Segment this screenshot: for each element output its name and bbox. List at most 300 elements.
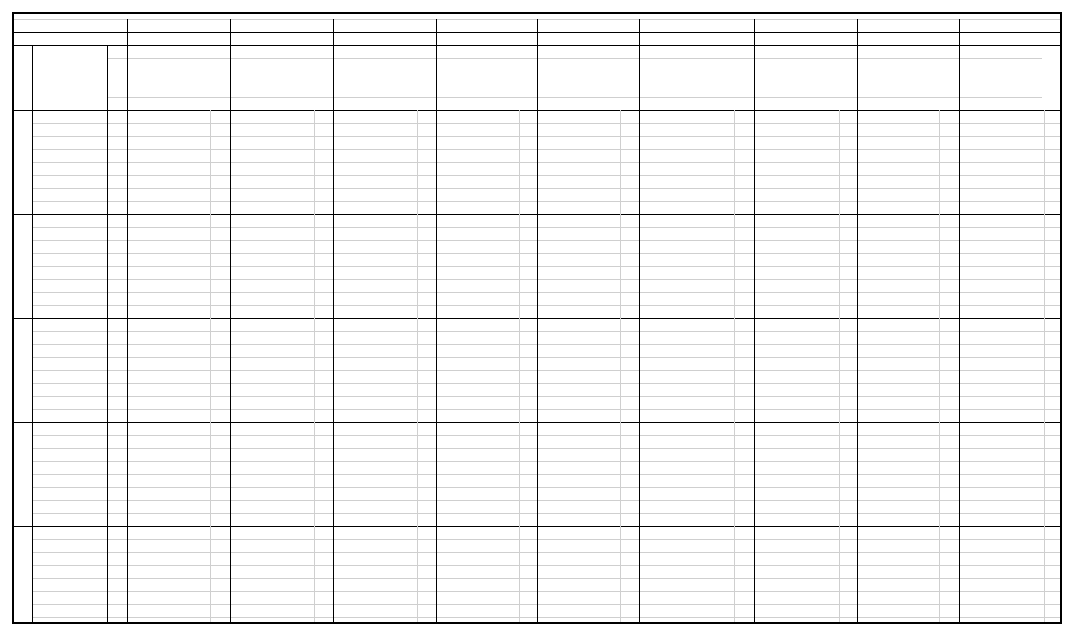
lesson-cell [857, 227, 959, 240]
lesson-cell [857, 578, 959, 591]
grid-line [333, 19, 334, 624]
lesson-cell [537, 149, 639, 162]
role-label [537, 71, 639, 84]
class-number [333, 45, 436, 58]
role-label [639, 71, 754, 84]
lesson-cell [857, 162, 959, 175]
lesson-cell [959, 617, 1062, 624]
lesson-cell [537, 240, 639, 253]
lesson-cell [754, 435, 857, 448]
lesson-cell [230, 331, 333, 344]
lesson-cell [127, 357, 230, 370]
lesson-cell [230, 357, 333, 370]
day-label [14, 214, 32, 318]
lesson-time [32, 370, 107, 383]
lesson-cell [857, 552, 959, 565]
lesson-cell [857, 240, 959, 253]
lesson-cell [537, 279, 639, 292]
lesson-cell [127, 110, 230, 123]
grid-line [14, 19, 1062, 20]
lesson-cell [857, 292, 959, 305]
lesson-cell [333, 370, 436, 383]
lesson-cell [857, 461, 959, 474]
lesson-cell [754, 162, 857, 175]
lesson-cell [857, 487, 959, 500]
lesson-cell [857, 110, 959, 123]
grid-line [107, 58, 1042, 59]
lesson-cell [127, 474, 230, 487]
table-title [230, 32, 730, 45]
lesson-cell [333, 565, 436, 578]
grid-line [1044, 110, 1045, 624]
lesson-cell [436, 227, 537, 240]
lesson-time [32, 513, 107, 526]
lesson-cell [230, 149, 333, 162]
teacher-name [127, 97, 230, 110]
lesson-cell [333, 266, 436, 279]
lesson-cell [959, 357, 1062, 370]
lesson-time [32, 500, 107, 513]
day-label [14, 526, 32, 624]
lesson-cell [959, 409, 1062, 422]
lesson-cell [127, 448, 230, 461]
lesson-cell [537, 526, 639, 539]
lesson-cell [436, 266, 537, 279]
lesson-cell [537, 461, 639, 474]
lesson-cell [959, 383, 1062, 396]
teacher-name [436, 97, 537, 110]
lesson-cell [639, 370, 857, 383]
lesson-cell [230, 500, 333, 513]
lesson-time [32, 240, 107, 253]
lesson-cell [230, 487, 333, 500]
grid-line [127, 19, 128, 624]
lesson-cell [754, 305, 857, 318]
lesson-time [32, 201, 107, 214]
lesson-cell [959, 292, 1062, 305]
lesson-cell [639, 357, 857, 370]
lesson-cell [436, 604, 537, 617]
lesson-cell [537, 357, 639, 370]
lesson-cell [857, 279, 959, 292]
lesson-cell [333, 279, 436, 292]
lesson-cell [639, 487, 857, 500]
lesson-cell [537, 591, 639, 604]
lesson-cell [436, 565, 537, 578]
lesson-cell [436, 487, 537, 500]
lesson-cell [127, 123, 230, 136]
lesson-cell [333, 591, 436, 604]
lesson-cell [959, 110, 1062, 123]
lesson-time [32, 383, 107, 396]
class-number [436, 45, 537, 58]
role-label [754, 71, 857, 84]
lesson-cell [127, 201, 230, 214]
lesson-cell [537, 175, 639, 188]
lesson-cell [639, 500, 857, 513]
lesson-cell [959, 162, 1062, 175]
lesson-cell [959, 227, 1062, 240]
lesson-cell [857, 383, 959, 396]
lesson-cell [127, 617, 230, 624]
grid-line [620, 110, 621, 624]
lesson-cell [127, 227, 230, 240]
lesson-cell [127, 370, 230, 383]
lesson-cell [857, 539, 959, 552]
lesson-cell [127, 435, 230, 448]
lesson-cell [436, 474, 537, 487]
lesson-cell [127, 279, 230, 292]
lesson-cell [857, 409, 959, 422]
lesson-cell [754, 513, 857, 526]
class-number [857, 45, 959, 58]
lesson-cell [959, 500, 1062, 513]
lesson-cell [230, 565, 333, 578]
lesson-time [32, 617, 107, 624]
lesson-cell [754, 526, 857, 539]
lesson-cell [333, 513, 436, 526]
lesson-cell [959, 253, 1062, 266]
lesson-cell [754, 565, 857, 578]
lesson-cell [857, 175, 959, 188]
lesson-cell [857, 331, 959, 344]
lesson-cell [639, 344, 857, 357]
lesson-cell [639, 331, 857, 344]
lesson-cell [857, 422, 959, 435]
lesson-cell [537, 227, 639, 240]
lesson-cell [639, 214, 754, 227]
lesson-time [32, 344, 107, 357]
lesson-cell [959, 565, 1062, 578]
lesson-cell [230, 136, 333, 149]
class-number [959, 45, 1062, 58]
lesson-cell [333, 500, 436, 513]
lesson-cell [436, 292, 537, 305]
lesson-cell [639, 409, 754, 422]
role-label [959, 71, 1062, 84]
lesson-cell [436, 617, 537, 624]
lesson-cell [333, 253, 436, 266]
lesson-cell [127, 526, 230, 539]
lesson-time [32, 266, 107, 279]
lesson-time [32, 487, 107, 500]
lesson-cell [333, 552, 436, 565]
teacher-name [537, 97, 639, 110]
lesson-cell [537, 344, 639, 357]
lesson-cell [230, 604, 333, 617]
lesson-cell [436, 344, 537, 357]
lesson-cell [436, 539, 537, 552]
lesson-cell [857, 253, 959, 266]
lesson-cell [333, 214, 436, 227]
lesson-cell [230, 110, 333, 123]
lesson-time [32, 461, 107, 474]
lesson-cell [127, 604, 230, 617]
lesson-cell [230, 539, 333, 552]
lesson-cell [537, 266, 639, 279]
lesson-cell [959, 422, 1062, 435]
lesson-cell [639, 136, 857, 149]
lesson-cell [639, 578, 857, 591]
lesson-cell [127, 461, 230, 474]
lesson-cell [127, 175, 230, 188]
lesson-time [32, 448, 107, 461]
lesson-cell [537, 487, 639, 500]
lesson-time [32, 565, 107, 578]
lesson-cell [230, 383, 333, 396]
lesson-cell [639, 318, 754, 331]
lesson-cell [436, 214, 537, 227]
lesson-cell [857, 188, 959, 201]
lesson-cell [537, 253, 639, 266]
lesson-cell [127, 331, 230, 344]
lesson-cell [436, 591, 537, 604]
lesson-time [32, 526, 107, 539]
lesson-cell [639, 396, 857, 409]
class-number [754, 45, 857, 58]
lesson-cell [230, 318, 333, 331]
lesson-cell [127, 500, 230, 513]
lesson-cell [127, 305, 230, 318]
lesson-cell [127, 591, 230, 604]
lesson-cell [959, 461, 1062, 474]
lesson-cell [436, 383, 537, 396]
lesson-cell [436, 331, 537, 344]
class-number [127, 45, 230, 58]
lesson-cell [754, 422, 857, 435]
lesson-cell [436, 110, 537, 123]
lesson-cell [537, 396, 639, 409]
lesson-cell [639, 292, 857, 305]
lesson-cell [230, 396, 333, 409]
lesson-cell [857, 201, 959, 214]
lesson-cell [436, 461, 537, 474]
lesson-cell [754, 409, 857, 422]
lesson-cell [857, 344, 959, 357]
lesson-cell [333, 357, 436, 370]
lesson-cell [230, 513, 333, 526]
lesson-cell [959, 578, 1062, 591]
lesson-cell [857, 214, 959, 227]
lesson-cell [127, 344, 230, 357]
lesson-cell [333, 292, 436, 305]
grid-line [857, 19, 858, 624]
lesson-cell [537, 513, 639, 526]
lesson-time [32, 292, 107, 305]
lesson-time [32, 227, 107, 240]
lesson-cell [959, 552, 1062, 565]
lesson-cell [230, 162, 333, 175]
lesson-cell [857, 448, 959, 461]
lesson-time [32, 578, 107, 591]
lesson-cell [127, 539, 230, 552]
lesson-cell [436, 136, 537, 149]
lesson-cell [333, 474, 436, 487]
lesson-cell [537, 578, 639, 591]
timetable-sheet [12, 12, 1062, 624]
lesson-cell [436, 149, 537, 162]
lesson-cell [230, 526, 333, 539]
class-number [639, 45, 754, 58]
grid-line [537, 19, 538, 624]
lesson-cell [959, 396, 1062, 409]
lesson-cell [537, 162, 639, 175]
lesson-cell [127, 162, 230, 175]
lesson-cell [754, 149, 857, 162]
lesson-cell [230, 175, 333, 188]
duration-header [32, 51, 107, 81]
lesson-cell [333, 578, 436, 591]
lesson-cell [537, 123, 639, 136]
lesson-cell [436, 305, 537, 318]
grid-line [436, 19, 437, 624]
lesson-cell [639, 435, 754, 448]
lesson-cell [333, 487, 436, 500]
lesson-cell [959, 188, 1062, 201]
lesson-cell [333, 305, 436, 318]
lesson-cell [754, 214, 857, 227]
lesson-cell [857, 266, 959, 279]
lesson-cell [537, 331, 639, 344]
lesson-cell [959, 448, 1062, 461]
lesson-cell [333, 136, 436, 149]
lesson-cell [959, 539, 1062, 552]
lesson-time [32, 162, 107, 175]
lesson-cell [230, 448, 333, 461]
lesson-cell [333, 110, 436, 123]
lesson-cell [230, 279, 333, 292]
lesson-cell [436, 396, 537, 409]
lesson-cell [959, 591, 1062, 604]
lesson-cell [436, 578, 537, 591]
lesson-cell [754, 253, 857, 266]
lesson-time [32, 474, 107, 487]
lesson-cell [754, 318, 857, 331]
lesson-cell [754, 188, 857, 201]
lesson-cell [333, 240, 436, 253]
lesson-cell [333, 526, 436, 539]
lesson-cell [230, 305, 333, 318]
class-number [230, 45, 333, 58]
lesson-cell [857, 513, 959, 526]
lesson-cell [639, 188, 754, 201]
lesson-cell [230, 253, 333, 266]
lesson-cell [959, 123, 1062, 136]
lesson-cell [639, 552, 754, 565]
lesson-cell [537, 292, 639, 305]
lesson-cell [537, 500, 639, 513]
lesson-cell [127, 318, 230, 331]
lesson-cell [127, 578, 230, 591]
lesson-cell [639, 279, 754, 292]
lesson-cell [959, 487, 1062, 500]
lesson-cell [857, 357, 959, 370]
lesson-cell [436, 318, 537, 331]
lesson-time [32, 331, 107, 344]
lesson-cell [127, 136, 230, 149]
lesson-cell [754, 552, 857, 565]
lesson-cell [127, 292, 230, 305]
role-label [230, 71, 333, 84]
lesson-cell [436, 422, 537, 435]
lesson-cell [959, 318, 1062, 331]
lesson-cell [230, 370, 333, 383]
lesson-cell [436, 513, 537, 526]
lesson-cell [754, 279, 857, 292]
lesson-cell [959, 266, 1062, 279]
lesson-cell [333, 604, 436, 617]
lesson-cell [959, 149, 1062, 162]
teacher-name [639, 97, 754, 110]
lesson-cell [959, 526, 1062, 539]
teacher-name [754, 97, 857, 110]
lesson-cell [230, 227, 333, 240]
lesson-cell [754, 461, 857, 474]
lesson-cell [230, 266, 333, 279]
lesson-cell [333, 201, 436, 214]
lesson-cell [127, 396, 230, 409]
lesson-cell [959, 240, 1062, 253]
lesson-cell [127, 240, 230, 253]
lesson-cell [127, 266, 230, 279]
lesson-cell [230, 123, 333, 136]
lesson-cell [127, 149, 230, 162]
lesson-cell [127, 188, 230, 201]
lesson-cell [959, 435, 1062, 448]
lesson-time [32, 214, 107, 227]
lesson-time [32, 188, 107, 201]
lesson-cell [537, 565, 639, 578]
lesson-cell [333, 383, 436, 396]
lesson-cell [537, 448, 639, 461]
lesson-cell [857, 370, 959, 383]
grid-line [839, 110, 840, 624]
grid-line [519, 110, 520, 624]
lesson-cell [537, 305, 639, 318]
lesson-cell [436, 435, 537, 448]
role-label [127, 71, 230, 84]
lesson-cell [959, 370, 1062, 383]
grid-line [639, 19, 640, 624]
lesson-cell [333, 162, 436, 175]
lesson-cell [537, 188, 639, 201]
grid-line [210, 110, 211, 624]
lesson-cell [959, 214, 1062, 227]
lesson-cell [230, 435, 333, 448]
lesson-cell [959, 175, 1062, 188]
role-label [857, 71, 959, 84]
lesson-cell [857, 305, 959, 318]
lesson-cell [754, 617, 857, 624]
day-label [14, 422, 32, 526]
lesson-cell [639, 591, 857, 604]
grid-line [417, 110, 418, 624]
lesson-cell [436, 253, 537, 266]
grid-line [107, 45, 108, 624]
lesson-cell [333, 227, 436, 240]
lesson-cell [333, 617, 436, 624]
lesson-cell [959, 344, 1062, 357]
lesson-cell [754, 175, 857, 188]
lesson-cell [230, 591, 333, 604]
lesson-cell [333, 409, 436, 422]
lesson-cell [230, 552, 333, 565]
lesson-cell [857, 149, 959, 162]
lesson-time [32, 149, 107, 162]
lesson-cell [230, 578, 333, 591]
lesson-time [32, 604, 107, 617]
lesson-time [32, 552, 107, 565]
